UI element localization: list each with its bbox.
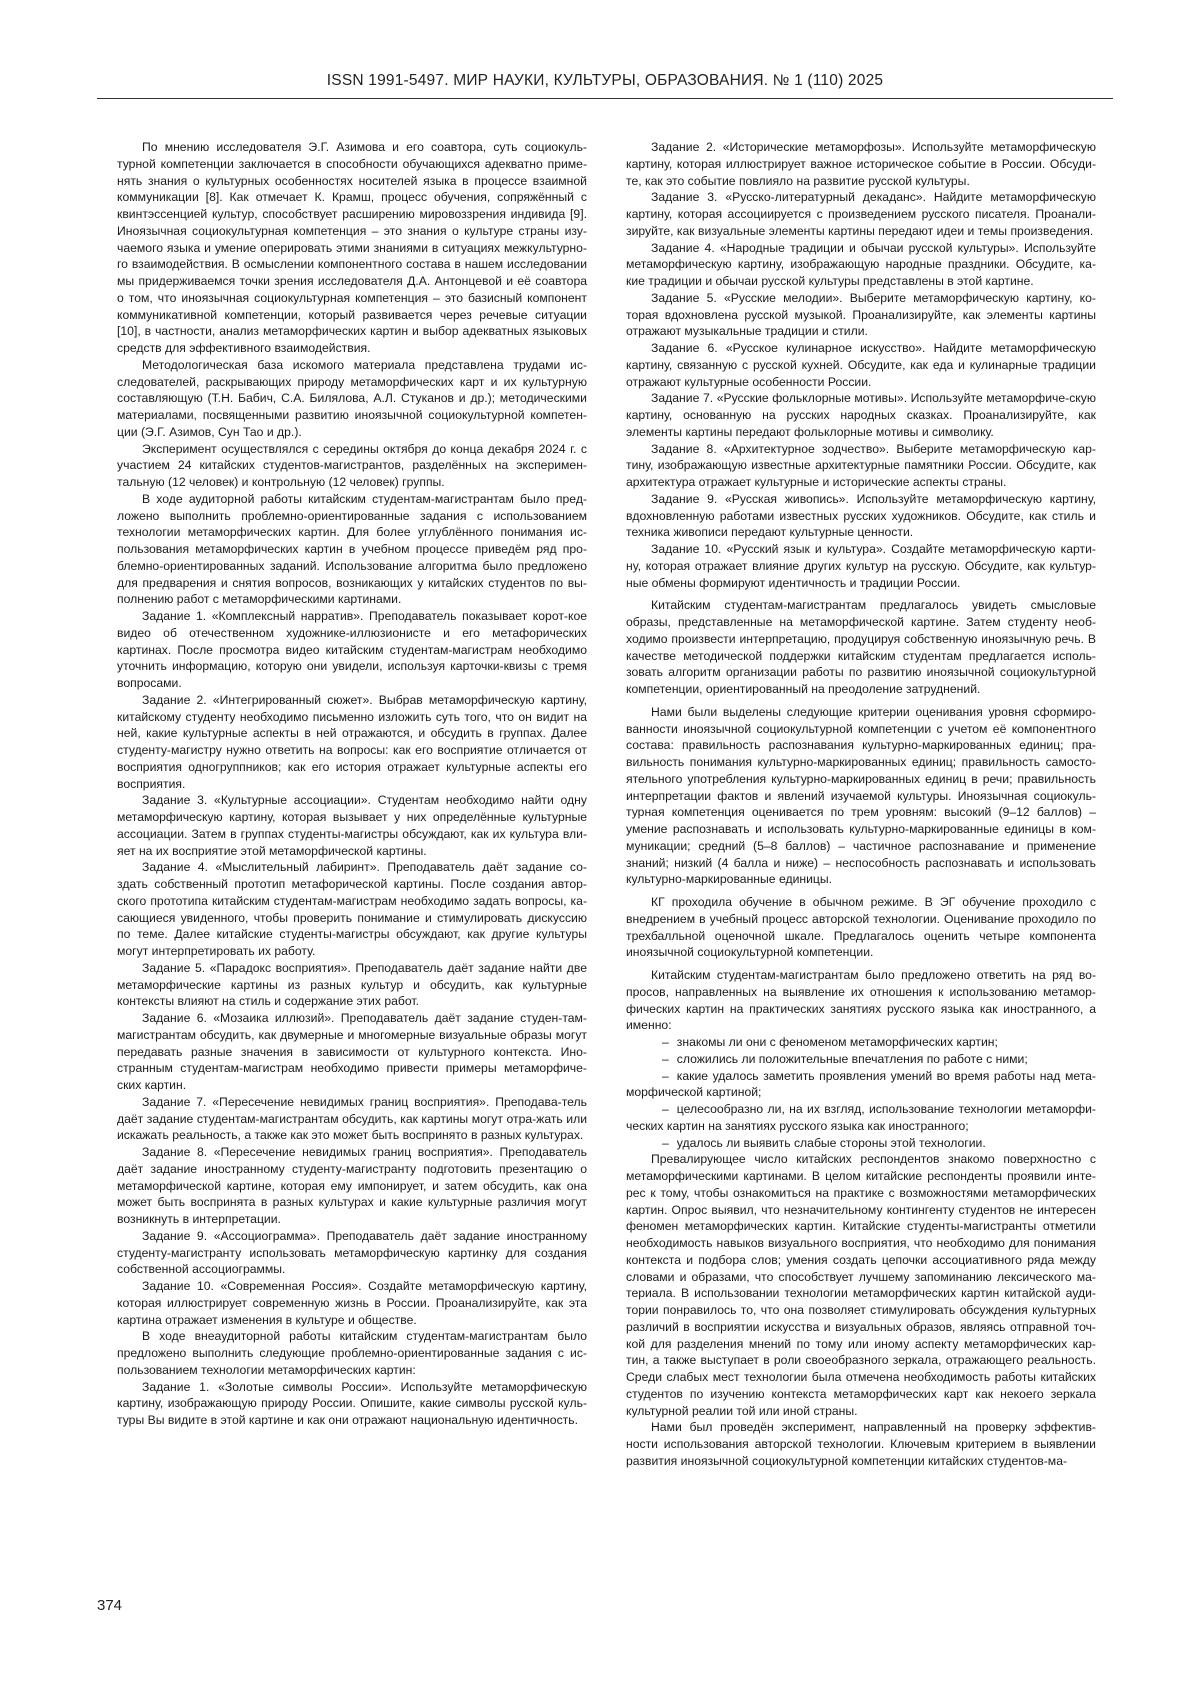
list-item-text: знакомы ли они с феноменом метаморфических картин; xyxy=(677,1035,998,1049)
dash-marker: – xyxy=(626,1034,677,1051)
paragraph: Задание 6. «Русское кулинарное искусство». Найдите метаморфическую картину, связанную с русской кухней. Обсудите, как еда и кулинарные традиции отражают культурные особенности России. xyxy=(626,340,1096,390)
paragraph: Задание 6. «Мозаика иллюзий». Преподаватель даёт задание студен-там-магистрантам обсудить, как двумерные и многомерные визуальные образы могут передавать разные значения в зависимости от культурного контекста. Ино-странным студентам-магистрам необходимо привести примеры метаморфиче-ских картин. xyxy=(117,1010,587,1094)
list-item xyxy=(626,1068,1096,1102)
paragraph: По мнению исследователя Э.Г. Азимова и его соавтора, суть социокуль-турной компетенции заключается в способности обучающихся адекватно приме-нять знания о культурных особенностях носителей языка в процессе взаимной коммуникации [8]. Как отмечает К. Крамш, процесс обучения, сопряжённый с квинтэссенцией культур, способствует расширению мировоззрения индивида [9]. Иноязычная социокультурная компетенция – это знания о культуре страны изу-чаемого языка и умение оперировать этими знаниями в ситуациях межкультурно-го взаимодействия. В осмыслении компонентного состава в нашем исследовании мы придерживаемся точки зрения исследователя Д.А. Антонцевой и её соавтора о том, что иноязычная социокультурная компетенция – это базисный компонент коммуникативной компетенции, который развивается через речевые ситуации [10], в частности, анализ метаморфических картин и выбор адекватных языковых средств для эффективного взаимодействия. xyxy=(117,139,587,357)
paragraph: Задание 5. «Русские мелодии». Выберите метаморфическую картину, ко-торая вдохновлена русской музыкой. Проанализируйте, как элементы картины отражают музыкальные традиции и стили. xyxy=(626,290,1096,340)
paragraph: Китайским студентам-магистрантам было предложено ответить на ряд во-просов, направленных на выявление их отношения к использованию метамор-фических картин на практических занятиях русского языка как иностранного, а именно: xyxy=(626,967,1096,1034)
list-item-text: удалось ли выявить слабые стороны этой технологии. xyxy=(677,1136,986,1150)
paragraph: Превалирующее число китайских респондентов знакомо поверхностно с метаморфическими картинами. В целом китайские респонденты проявили инте-рес к тому, чтобы ознакомиться на практике с возможностями метаморфических картин. Опрос выявил, что незначительному контингенту студентов не интересен феномен метаморфических картин. Китайские студенты-магистранты отметили необходимость навыков визуального восприятия, что необходимо для понимания контекста и подбора слов; умения создать цепочки ассоциативного ряда между словами и образами, что способствует лучшему запоминанию лексического ма-териала. В использовании технологии метаморфических картин китайской ауди-тории понравилось то, что она позволяет стимулировать обсуждения культурных различий в восприятии искусства и визуальных образов, являясь отправной точ-кой для разделения мнений по тому или иному аспекту метаморфических кар-тин, а также выступает в роли своеобразного зеркала, отражающего реальность. Среди слабых мест технологии была отмечена необходимость работы китайских студентов по изучению контекста метаморфических карт как некоего зеркала культурной реалии той или иной страны. xyxy=(626,1151,1096,1419)
paragraph: Задание 2. «Интегрированный сюжет». Выбрав метаморфическую картину, китайскому студенту необходимо письменно изложить суть того, что он видит на ней, какие культурные аспекты в ней отражаются, и обсудить в группах. Далее студенту-магистру нужно ответить на вопросы: как его восприятие отличается от восприятия одногруппников; как его история отражает культурные аспекты его восприятия. xyxy=(117,692,587,793)
paragraph: Задание 8. «Пересечение невидимых границ восприятия». Преподаватель даёт задание иностранному студенту-магистранту подготовить презентацию о метаморфической картине, которая ему импонирует, и затем обсудить, как она может быть воспринята в разных культурах и какие культурные различия могут возникнуть в интерпретации. xyxy=(117,1144,587,1228)
dash-marker: – xyxy=(626,1101,677,1118)
paragraph: Задание 10. «Современная Россия». Создайте метаморфическую картину, которая иллюстрирует современную жизнь в России. Проанализируйте, как эта картина отражает изменения в культуре и обществе. xyxy=(117,1278,587,1328)
paragraph: Задание 3. «Русско-литературный декаданс». Найдите метаморфическую картину, которая ассоциируется с произведением русского писателя. Проанали-зируйте, как визуальные элементы картины передают идеи и темы произведения. xyxy=(626,189,1096,239)
paragraph: Методологическая база искомого материала представлена трудами ис-следователей, раскрывающих природу метаморфических карт и их культурную составляющую (Т.Н. Бабич, С.А. Билялова, А.Л. Стуканов и др.); методическими материалами, посвященными развитию иноязычной социокультурной компетен-ции (Э.Г. Азимов, Сун Тао и др.). xyxy=(117,357,587,441)
paragraph: Задание 1. «Золотые символы России». Используйте метаморфическую картину, изображающую природу России. Опишите, какие символы русской куль-туры Вы видите в этой картине и как они отражают национальную идентичность. xyxy=(117,1379,587,1429)
page-number: 374 xyxy=(97,1597,122,1614)
list-item-text: сложились ли положительные впечатления по работе с ними; xyxy=(677,1052,1028,1066)
paragraph: Нами были выделены следующие критерии оценивания уровня сформиро-ванности иноязычной социокультурной компетенции с учетом её компонентного состава: правильность распознавания культурно-маркированных единиц; пра-вильность понимания культурно-маркированных единиц; правильность самосто-ятельного употребления культурно-маркированных единиц в речи; правильность интерпретации фактов и явлений изучаемой культуры. Иноязычная социокуль-турная компетенция оценивается по трем уровням: высокий (9–12 баллов) – умение распознавать и использовать культурно-маркированные единицы в ком-муникации; средний (5–8 баллов) – частичное распознавание и применение знаний; низкий (4 балла и ниже) – неспособность распознавать и использовать культурно-маркированные единицы. xyxy=(626,704,1096,888)
paragraph: Задание 9. «Русская живопись». Используйте метаморфическую картину, вдохновленную работами известных русских художников. Обсудите, как стиль и техника живописи передают культурные ценности. xyxy=(626,491,1096,541)
list-item-text: какие удалось заметить проявления умений во время работы над мета-морфической картиной; xyxy=(626,1069,1096,1100)
paragraph: Нами был проведён эксперимент, направленный на проверку эффектив-ности использования авторской технологии. Ключевым критерием в выявлении развития иноязычной социокультурной компетенции китайских студентов-ма- xyxy=(626,1419,1096,1469)
running-header: ISSN 1991-5497. МИР НАУКИ, КУЛЬТУРЫ, ОБРАЗОВАНИЯ. № 1 (110) 2025 xyxy=(97,72,1113,98)
paragraph: Задание 4. «Народные традиции и обычаи русской культуры». Используйте метаморфическую картину, изображающую народные праздники. Обсудите, ка-кие традиции и обычаи русской культуры представлены в этой картине. xyxy=(626,240,1096,290)
list-item xyxy=(626,1101,1096,1135)
paragraph: Задание 5. «Парадокс восприятия». Преподаватель даёт задание найти две метаморфические картины из разных культур и обсудить, как культурные контексты влияют на стиль и содержание этих работ. xyxy=(117,960,587,1010)
left-column xyxy=(117,139,587,1429)
paragraph: Задание 7. «Русские фольклорные мотивы». Используйте метаморфиче-скую картину, основанную на русских народных сказках. Проанализируйте, как элементы картины передают фольклорные мотивы и символику. xyxy=(626,390,1096,440)
paragraph: Задание 2. «Исторические метаморфозы». Используйте метаморфическую картину, которая иллюстрирует важное историческое событие в России. Обсуди-те, как это событие повлияло на развитие русской культуры. xyxy=(626,139,1096,189)
paragraph: Задание 8. «Архитектурное зодчество». Выберите метаморфическую кар-тину, изображающую известные архитектурные памятники России. Обсудите, как архитектура отражает культурные и исторические аспекты страны. xyxy=(626,441,1096,491)
list-item xyxy=(626,1034,1096,1051)
paragraph: В ходе внеаудиторной работы китайским студентам-магистрантам было предложено выполнить следующие проблемно-ориентированные задания с ис-пользованием технологии метаморфических картин: xyxy=(117,1328,587,1378)
paragraph: Задание 1. «Комплексный нарратив». Преподаватель показывает корот-кое видео об отечественном художнике-иллюзионисте и его метафорических картинах. После просмотра видео китайским студентам-магистрам необходимо уточнить информацию, которую они увидели, используя карточки-квизы с тремя вопросами. xyxy=(117,608,587,692)
list-item xyxy=(626,1051,1096,1068)
paragraph: Задание 7. «Пересечение невидимых границ восприятия». Преподава-тель даёт задание студентам-магистрантам обсудить, как картины могут отра-жать или искажать реальность, а также как это может быть воспринято в разных культурах. xyxy=(117,1094,587,1144)
paragraph: Задание 9. «Ассоциограмма». Преподаватель даёт задание иностранному студенту-магистранту использовать метаморфическую картинку для создания собственной ассоциограммы. xyxy=(117,1228,587,1278)
paragraph: Задание 4. «Мыслительный лабиринт». Преподаватель даёт задание со-здать собственный прототип метафорической картины. После создания автор-ского прототипа китайским студентам-магистрам необходимо задать вопросы, ка-сающиеся увиденного, чтобы проверить понимание и стимулировать дискуссию по теме. Далее китайские студенты-магистры обсуждают, как другие культуры могут интерпретировать их работу. xyxy=(117,859,587,960)
paragraph: Задание 3. «Культурные ассоциации». Студентам необходимо найти одну метаморфическую картину, которая вызывает у них определённые культурные ассоциации. Затем в группах студенты-магистры обсуждают, как их культура вли-яет на их восприятие этой метаморфической картины. xyxy=(117,792,587,859)
dash-marker: – xyxy=(626,1135,677,1152)
paragraph: Китайским студентам-магистрантам предлагалось увидеть смысловые образы, представленные на метаморфической картине. Затем студенту необ-ходимо произвести интерпретацию, продуцируя собственную иноязычную речь. В качестве методической поддержки китайским студентам предлагается исполь-зовать алгоритм организации работы по развитию иноязычной социокультурной компетенции, ориентированный на преодоление затруднений. xyxy=(626,597,1096,698)
right-column xyxy=(626,139,1096,1470)
paragraph: КГ проходила обучение в обычном режиме. В ЭГ обучение проходило с внедрением в учебный процесс авторской технологии. Оценивание проходило по трехбалльной оценочной шкале. Предлагалось оценить четыре компонента иноязычной социокультурной компетенции. xyxy=(626,894,1096,961)
header-rule xyxy=(97,98,1113,99)
paragraph: В ходе аудиторной работы китайским студентам-магистрантам было пред-ложено выполнить проблемно-ориентированные задания с использованием технологии метаморфических картин. Для более углублённого понимания ис-пользования метаморфических картин в учебном процессе приведём ряд про-блемно-ориентированных заданий. Использование алгоритма было предложено для предварения и снятия вопросов, возникающих у китайских студентов по вы-полнению работ с метаморфическими картинами. xyxy=(117,491,587,608)
paragraph: Эксперимент осуществлялся с середины октября до конца декабря 2024 г. с участием 24 китайских студентов-магистрантов, разделённых на эксперимен-тальную (12 человек) и контрольную (12 человек) группы. xyxy=(117,441,587,491)
list-item xyxy=(626,1135,1096,1152)
paragraph: Задание 10. «Русский язык и культура». Создайте метаморфическую карти-ну, которая отражает влияние других культур на русскую. Обсудите, как культур-ные обмены формируют идентичность и традиции России. xyxy=(626,541,1096,591)
dash-marker: – xyxy=(626,1068,677,1085)
dash-marker: – xyxy=(626,1051,677,1068)
list-item-text: целесообразно ли, на их взгляд, использование технологии метаморфи-ческих картин на занятиях русского языка как иностранного; xyxy=(626,1102,1096,1133)
